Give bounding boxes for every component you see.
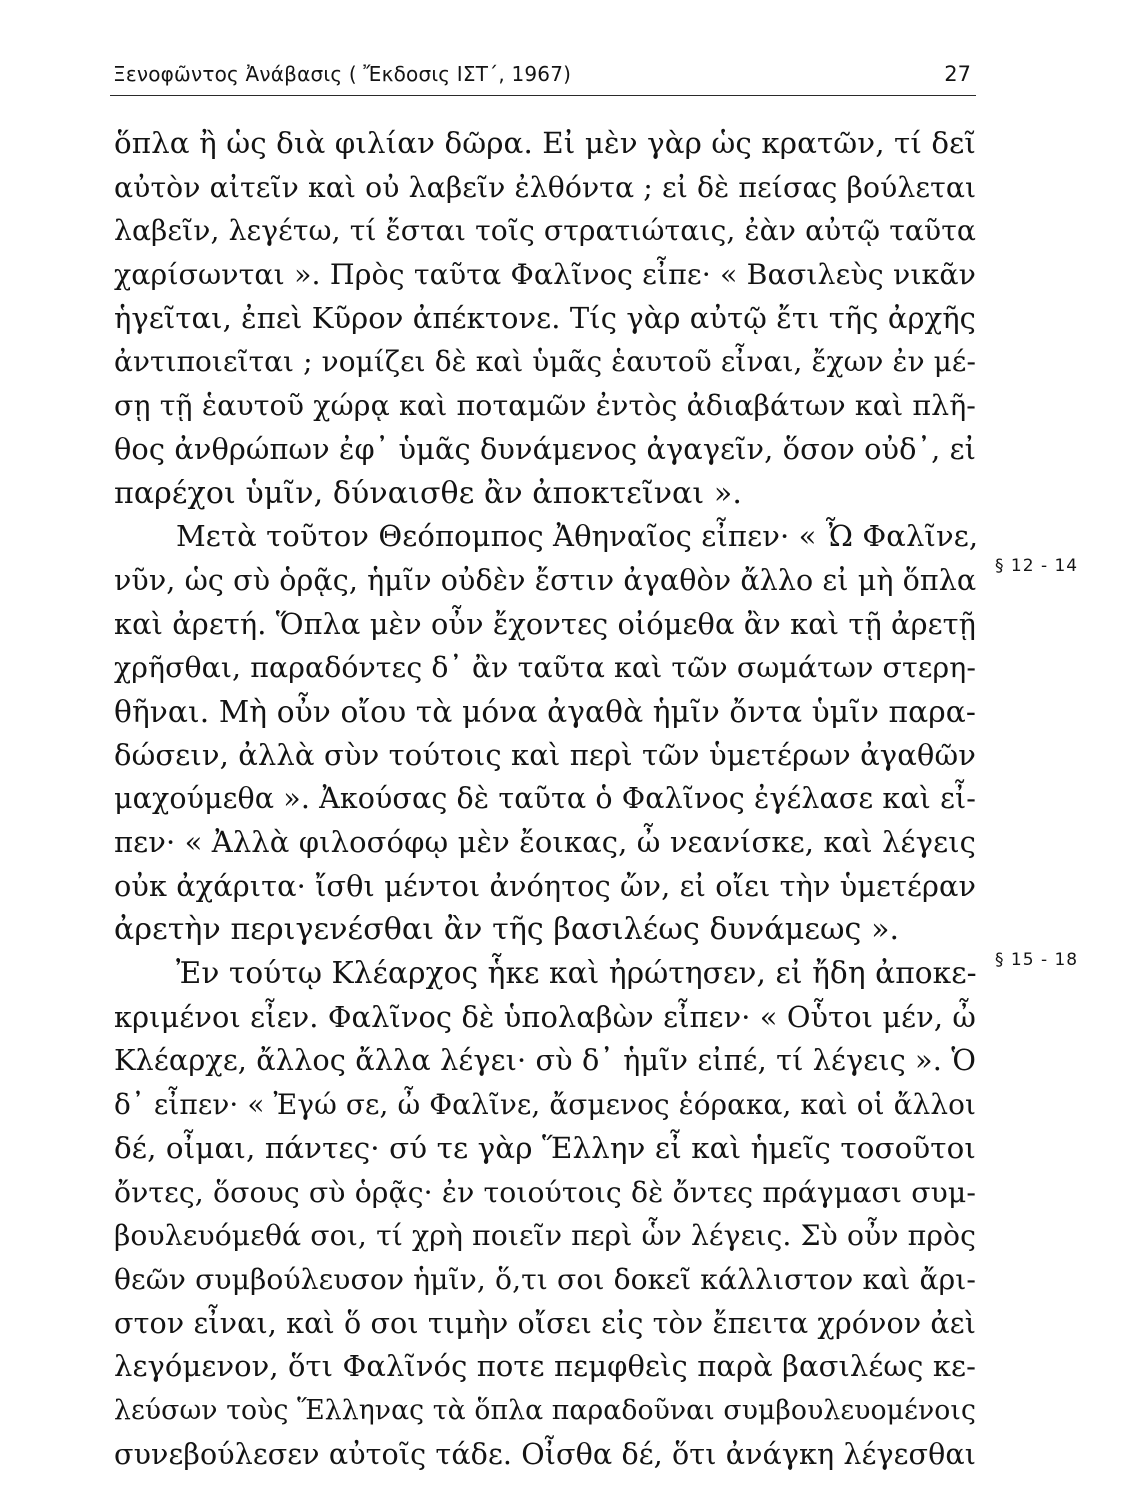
text-line: λεύσων τοὺς Ἕλληνας τὰ ὅπλα παραδοῦναι συμβουλευομένοις bbox=[114, 1394, 976, 1426]
margin-reference-12-14: § 12 - 14 bbox=[995, 556, 1079, 576]
text-line: πεν· « Ἀλλὰ φιλοσόφῳ μὲν ἔοικας, ὦ νεανίσκε, καὶ λέγεις bbox=[114, 825, 976, 859]
text-line: Μετὰ τοῦτον Θεόπομπος Ἀθηναῖος εἶπεν· « Ὦ Φαλῖνε, bbox=[176, 519, 979, 554]
running-head bbox=[113, 58, 975, 92]
text-line: λεγόμενον, ὅτι Φαλῖνός ποτε πεμφθεὶς παρὰ βασιλέως κε- bbox=[114, 1349, 976, 1384]
header-rule bbox=[110, 95, 976, 96]
text-line: θος ἀνθρώπων ἐφ᾽ ὑμᾶς δυνάμενος ἀγαγεῖν, ὅσον οὐδ᾽, εἰ bbox=[114, 431, 976, 466]
text-line: Ἐν τούτῳ Κλέαρχος ἧκε καὶ ἠρώτησεν, εἰ ἤδη ἀποκε- bbox=[176, 956, 977, 991]
text-line: θῆναι. Μὴ οὖν οἴου τὰ μόνα ἀγαθὰ ἡμῖν ὄντα ὑμῖν παρα- bbox=[114, 693, 976, 729]
text-line: ἀρετὴν περιγενέσθαι ἂν τῆς βασιλέως δυνάμεως ». bbox=[114, 912, 900, 948]
text-line: δ᾽ εἶπεν· « Ἐγώ σε, ὦ Φαλῖνε, ἄσμενος ἑόρακα, καὶ οἱ ἄλλοι bbox=[114, 1088, 976, 1122]
text-line: κριμένοι εἶεν. Φαλῖνος δὲ ὑπολαβὼν εἶπεν· « Οὗτοι μέν, ὦ bbox=[114, 999, 976, 1034]
text-line: θεῶν συμβούλευσον ἡμῖν, ὅ,τι σοι δοκεῖ κάλλιστον καὶ ἄρι- bbox=[114, 1262, 976, 1296]
text-line: μαχούμεθα ». Ἀκούσας δὲ ταῦτα ὁ Φαλῖνος ἐγέλασε καὶ εἶ- bbox=[114, 782, 976, 816]
text-line: νῦν, ὡς σὺ ὁρᾷς, ἡμῖν οὐδὲν ἔστιν ἀγαθὸν ἄλλο εἰ μὴ ὅπλα bbox=[114, 563, 977, 597]
paragraph bbox=[114, 952, 976, 1476]
text-line: βουλευόμεθά σοι, τί χρὴ ποιεῖν περὶ ὧν λέγεις. Σὺ οὖν πρὸς bbox=[114, 1219, 976, 1253]
text-line: καὶ ἀρετή. Ὅπλα μὲν οὖν ἔχοντες οἰόμεθα ἂν καὶ τῇ ἀρετῇ bbox=[114, 606, 976, 641]
text-line: ἀντιποιεῖται ; νομίζει δὲ καὶ ὑμᾶς ἑαυτοῦ εἶναι, ἔχων ἐν μέ- bbox=[114, 345, 976, 379]
running-head-title: Ξενοφῶντος Ἀνάβασις ( Ἔκδοσις ΙΣΤ΄, 1967) bbox=[113, 62, 572, 86]
text-line: δώσειν, ἀλλὰ σὺν τούτοις καὶ περὶ τῶν ὑμετέρων ἀγαθῶν bbox=[114, 737, 976, 772]
text-line: συνεβούλεσεν αὐτοῖς τάδε. Οἶσθα δέ, ὅτι ἀνάγκη λέγεσθαι bbox=[114, 1437, 976, 1471]
margin-reference-15-18: § 15 - 18 bbox=[995, 950, 1079, 970]
paragraph bbox=[114, 515, 979, 952]
text-line: χρῆσθαι, παραδόντες δ᾽ ἂν ταῦτα καὶ τῶν σωμάτων στερη- bbox=[114, 651, 976, 685]
text-line: ὅπλα ἢ ὡς διὰ φιλίαν δῶρα. Εἰ μὲν γὰρ ὡς κρατῶν, τί δεῖ bbox=[114, 126, 976, 160]
text-line: ὄντες, ὅσους σὺ ὁρᾷς· ἐν τοιούτοις δὲ ὄντες πράγμασι συμ- bbox=[114, 1175, 976, 1209]
page-number: 27 bbox=[944, 62, 971, 86]
text-line: λαβεῖν, λεγέτω, τί ἔσται τοῖς στρατιώταις, ἐὰν αὐτῷ ταῦτα bbox=[114, 214, 976, 248]
text-line: στον εἶναι, καὶ ὅ σοι τιμὴν οἴσει εἰς τὸν ἔπειτα χρόνον ἀεὶ bbox=[114, 1305, 976, 1340]
body-text bbox=[114, 122, 979, 1476]
text-line: οὐκ ἀχάριτα· ἴσθι μέντοι ἀνόητος ὤν, εἰ οἴει τὴν ὑμετέραν bbox=[114, 868, 976, 903]
text-line: αὐτὸν αἰτεῖν καὶ οὐ λαβεῖν ἐλθόντα ; εἰ δὲ πείσας βούλεται bbox=[114, 170, 977, 204]
text-line: παρέχοι ὑμῖν, δύναισθε ἂν ἀποκτεῖναι ». bbox=[114, 475, 742, 511]
text-line: δέ, οἶμαι, πάντες· σύ τε γὰρ Ἕλλην εἶ καὶ ἡμεῖς τοσοῦτοι bbox=[114, 1130, 976, 1165]
paragraph bbox=[114, 122, 976, 515]
text-line: ἡγεῖται, ἐπεὶ Κῦρον ἀπέκτονε. Τίς γὰρ αὐτῷ ἔτι τῆς ἀρχῆς bbox=[114, 300, 976, 335]
text-line: Κλέαρχε, ἄλλος ἄλλα λέγει· σὺ δ᾽ ἡμῖν εἰπέ, τί λέγεις ». Ὁ bbox=[114, 1043, 976, 1078]
text-line: σῃ τῇ ἑαυτοῦ χώρᾳ καὶ ποταμῶν ἐντὸς ἀδιαβάτων καὶ πλῆ- bbox=[114, 389, 976, 423]
text-line: χαρίσωνται ». Πρὸς ταῦτα Φαλῖνος εἶπε· « Βασιλεὺς νικᾶν bbox=[114, 258, 976, 292]
